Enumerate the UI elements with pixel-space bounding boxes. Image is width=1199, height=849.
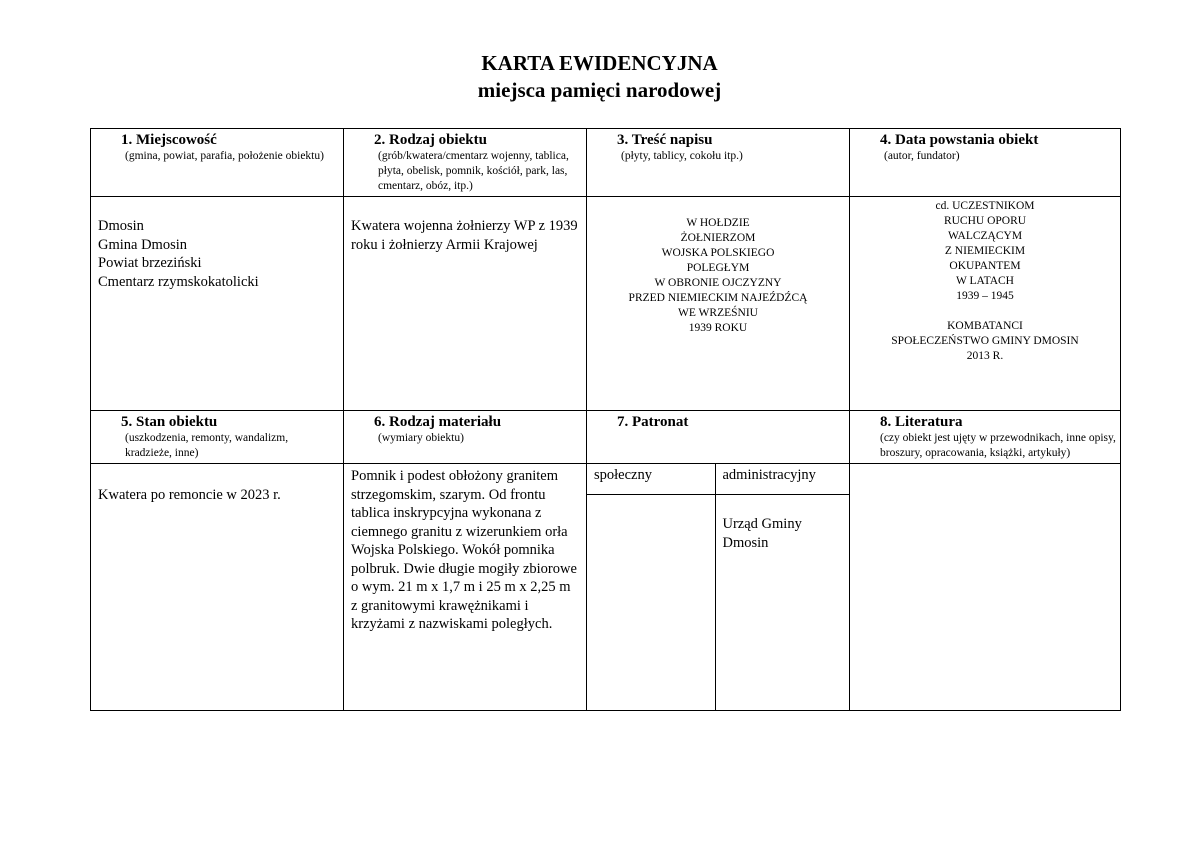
literature-text <box>850 464 1120 470</box>
location-line: Dmosin <box>98 218 144 234</box>
header-subtitle: (wymiary obiektu) <box>378 432 464 444</box>
material-text: Pomnik i podest obłożony granitem strzegomskim, szarym. Od frontu tablica inskrypcyjna wykonana z ciemnego granitu z wizerunkiem orła Wojska Polskiego. Wokół pomnika polbruk. Dwie długie mogiły zbiorowe o wym. 21 m x 1,7 m i 25 m x 2,25 m z granitowymi krawężnikami i krzyżami z nazwiskami poległych. <box>351 468 577 632</box>
date-line: KOMBATANCI <box>947 320 1023 332</box>
inscription-line: W HOŁDZIE <box>686 217 750 229</box>
patronage-social-label: społeczny <box>587 464 715 495</box>
header-title: 1. Miejscowość <box>121 132 217 148</box>
header-subtitle: (autor, fundator) <box>884 150 960 162</box>
subtitle: miejsca pamięci narodowej <box>477 78 722 102</box>
date-line: OKUPANTEM <box>949 260 1021 272</box>
condition-cell <box>91 464 344 711</box>
inscription-line: ŻOŁNIERZOM <box>680 232 756 244</box>
date-line: 1939 – 1945 <box>956 290 1014 302</box>
content-row-1 <box>91 197 1121 411</box>
record-card-table <box>90 128 1121 711</box>
date-cell <box>850 197 1121 411</box>
patronage-admin-label: administracyjny <box>715 464 849 495</box>
header-row-1 <box>91 129 1121 197</box>
date-line: Z NIEMIECKIM <box>944 245 1026 257</box>
header-title: 2. Rodzaj obiektu <box>374 132 487 148</box>
header-subtitle: (płyty, tablicy, cokołu itp.) <box>621 150 743 162</box>
material-cell <box>344 464 587 711</box>
date-line: 2013 R. <box>966 350 1004 362</box>
header-row-2 <box>91 411 1121 464</box>
header-patronage <box>587 411 850 464</box>
header-title: 3. Treść napisu <box>617 132 713 148</box>
header-subtitle: (uszkodzenia, remonty, wandalizm, kradzieże, inne) <box>125 432 289 459</box>
object-type-text: Kwatera wojenna żołnierzy WP z 1939 roku i żołnierzy Armii Krajowej <box>351 218 578 253</box>
inscription-line: W OBRONIE OJCZYZNY <box>654 277 782 289</box>
inscription-cell <box>587 197 850 411</box>
date-line: RUCHU OPORU <box>943 215 1027 227</box>
header-object-type <box>344 129 587 197</box>
header-inscription <box>587 129 850 197</box>
literature-cell <box>850 464 1121 711</box>
patronage-cell <box>587 464 850 711</box>
inscription-line: WOJSKA POLSKIEGO <box>661 247 775 259</box>
location-line: Gmina Dmosin <box>98 236 188 253</box>
patronage-social-value <box>587 495 715 711</box>
header-date <box>850 129 1121 197</box>
header-location <box>91 129 344 197</box>
title-block <box>0 50 1199 104</box>
location-line: Powiat brzeziński <box>98 255 202 271</box>
date-line: WALCZĄCYM <box>947 230 1023 242</box>
inscription-line: PRZED NIEMIECKIM NAJEŹDŹCĄ <box>628 292 808 304</box>
header-title: 8. Literatura <box>880 414 963 430</box>
location-cell <box>91 197 344 411</box>
header-title: 4. Data powstania obiekt <box>880 132 1039 148</box>
header-condition <box>91 411 344 464</box>
inscription-line: 1939 ROKU <box>688 322 748 334</box>
patronage-table <box>587 464 849 710</box>
condition-text: Kwatera po remoncie w 2023 r. <box>98 487 281 503</box>
header-subtitle: (grób/kwatera/cmentarz wojenny, tablica, płyta, obelisk, pomnik, kościół, park, las, cmentarz, obóz, itp.) <box>378 150 569 192</box>
header-title: 6. Rodzaj materiału <box>374 414 502 430</box>
header-subtitle: (gmina, powiat, parafia, położenie obiektu) <box>125 150 324 162</box>
inscription-line: POLEGŁYM <box>686 262 750 274</box>
date-line: cd. UCZESTNIKOM <box>935 200 1035 212</box>
date-line: W LATACH <box>956 275 1014 287</box>
inscription-line: WE WRZEŚNIU <box>678 307 758 319</box>
header-material <box>344 411 587 464</box>
patronage-admin-value: Urząd Gminy Dmosin <box>722 516 802 551</box>
content-row-2 <box>91 464 1121 711</box>
date-line: SPOŁECZEŃSTWO GMINY DMOSIN <box>891 335 1079 347</box>
header-subtitle: (czy obiekt jest ujęty w przewodnikach, inne opisy, broszury, opracowania, książki, artykuły) <box>880 432 1116 459</box>
header-title: 5. Stan obiektu <box>121 414 218 430</box>
location-line: Cmentarz rzymskokatolicki <box>98 273 259 290</box>
header-title: 7. Patronat <box>617 414 689 430</box>
object-type-cell <box>344 197 587 411</box>
header-literature <box>850 411 1121 464</box>
title: KARTA EWIDENCYJNA <box>481 51 718 75</box>
